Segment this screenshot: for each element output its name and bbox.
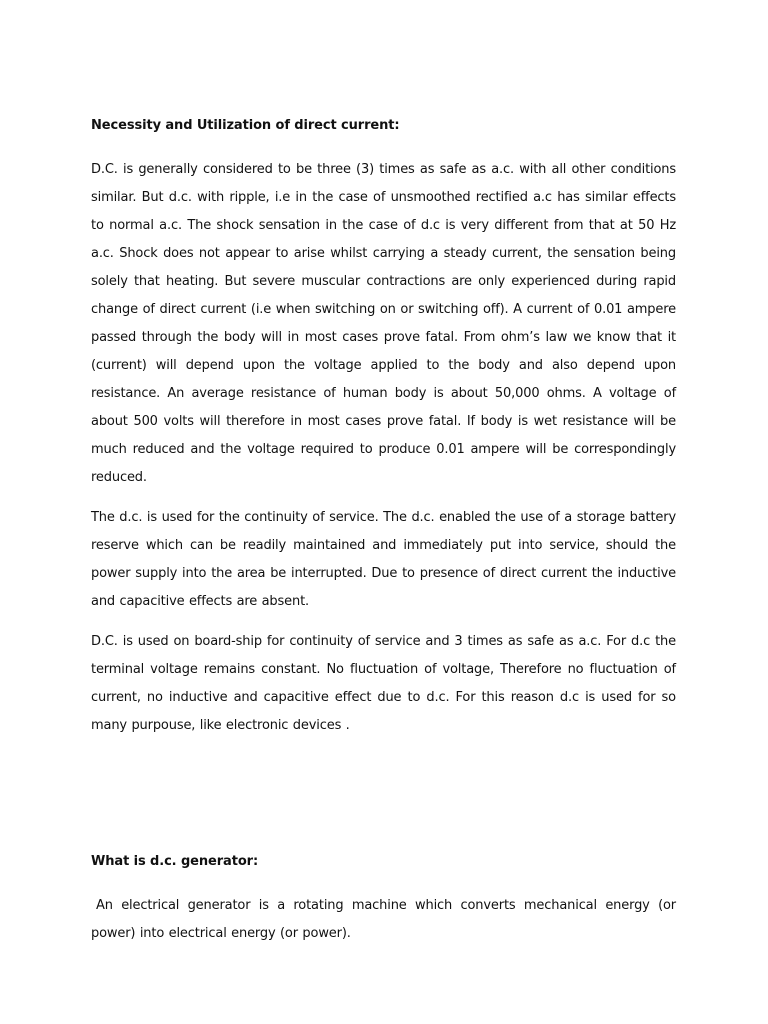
paragraph-dc-generator-definition: An electrical generator is a rotating machine which converts mechanical energy (or power) into electrical energy (or power). [91, 898, 676, 941]
paragraph-dc-continuity: The d.c. is used for the continuity of service. The d.c. enabled the use of a storage battery reserve which can be readily maintained and immediately put into service, should the power supply into the area be interrupted. Due to presence of direct current the inductive and capacitive effects are absent. [91, 510, 676, 609]
document-body [91, 116, 676, 960]
section-heading-dc-necessity: Necessity and Utilization of direct current: [91, 118, 400, 133]
paragraph-dc-board-ship: D.C. is used on board-ship for continuity of service and 3 times as safe as a.c. For d.c the terminal voltage remains constant. No fluctuation of voltage, Therefore no fluctuation of current, no inductive and capacitive effect due to d.c. For this reason d.c is used for so many purpouse, like electronic devices . [91, 634, 676, 733]
section-heading-dc-generator: What is d.c. generator: [91, 854, 259, 869]
paragraph-dc-safety: D.C. is generally considered to be three (3) times as safe as a.c. with all other conditions similar. But d.c. with ripple, i.e in the case of unsmoothed rectified a.c has similar effects to normal a.c. The shock sensation in the case of d.c is very different from that at 50 Hz a.c. Shock does not appear to arise whilst carrying a steady current, the sensation being solely that heating. But severe muscular contractions are only experienced during rapid change of direct current (i.e when switching on or switching off). A current of 0.01 ampere passed through the body will in most cases prove fatal. From ohm’s law we know that it (current) will depend upon the voltage applied to the body and also depend upon resistance. An average resistance of human body is about 50,000 ohms. A voltage of about 500 volts will therefore in most cases prove fatal. If body is wet resistance will be much reduced and the voltage required to produce 0.01 ampere will be correspondingly reduced. [91, 162, 676, 485]
section-spacer [91, 752, 676, 842]
